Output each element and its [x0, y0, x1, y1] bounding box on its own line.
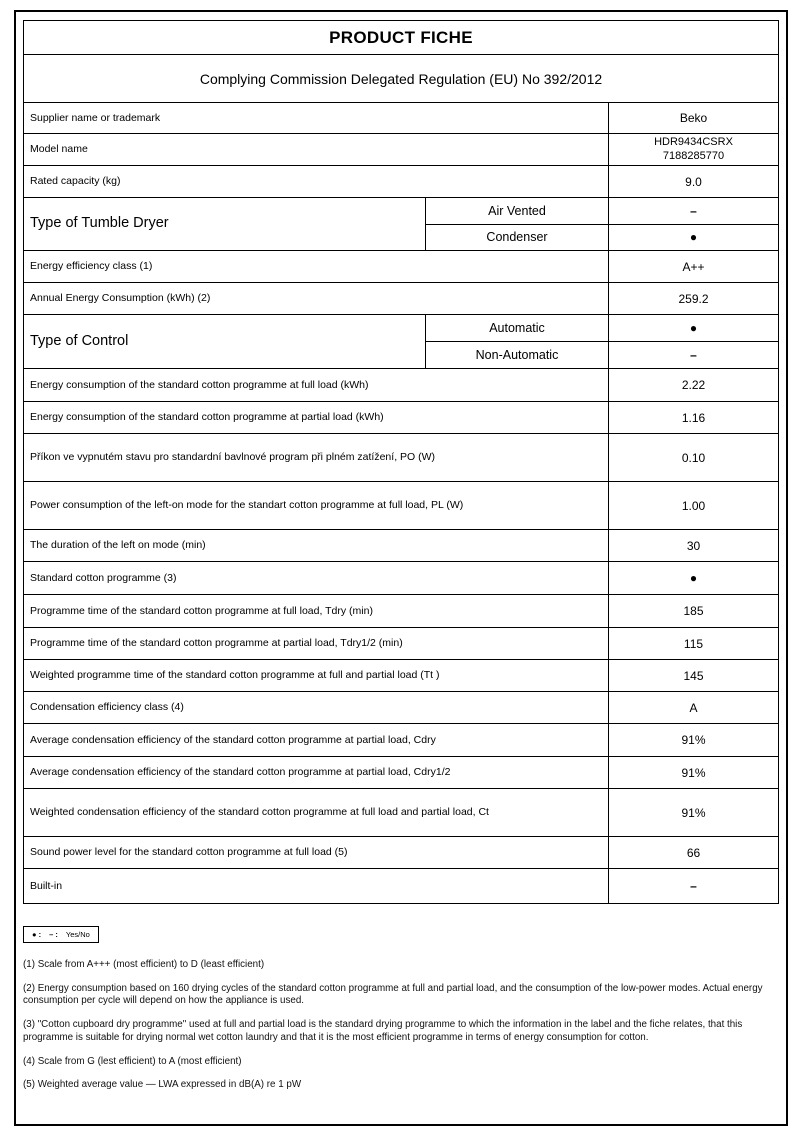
row-label: Condensation efficiency class (4): [30, 701, 184, 714]
row-off-mode-power: [24, 434, 778, 482]
row-capacity: [24, 166, 778, 198]
row-time-partial-load: [24, 628, 778, 660]
option-row: [426, 315, 778, 342]
row-value: 9.0: [608, 166, 778, 197]
footnote-2: (2) Energy consumption based on 160 drying cycles of the standard cotton programme at full and partial load, and the consumption of the low-power modes. Actual energy consumption per cycle will depend on how the appliance is used.: [23, 982, 763, 1007]
row-value: A++: [608, 251, 778, 282]
row-value: 91%: [608, 724, 778, 756]
row-left-on-power: [24, 482, 778, 530]
yes-symbol: ● :: [32, 930, 42, 939]
option-row: [426, 225, 778, 251]
row-left-on-duration: [24, 530, 778, 562]
row-value: [608, 134, 778, 165]
row-condensation-class: [24, 692, 778, 724]
no-symbol: – :: [49, 930, 58, 939]
row-label: Weighted condensation efficiency of the standard cotton programme at full load and partial load, Ct: [30, 806, 489, 819]
option-value: –: [608, 198, 778, 224]
row-annual-energy: [24, 283, 778, 315]
row-value: A: [608, 692, 778, 723]
option-value: –: [608, 342, 778, 368]
footnote-4: (4) Scale from G (lest efficient) to A (most efficient): [23, 1055, 242, 1067]
footnote-1: (1) Scale from A+++ (most efficient) to D (least efficient): [23, 959, 265, 970]
option-row: [426, 342, 778, 368]
row-label: Energy consumption of the standard cotton programme at full load (kWh): [30, 378, 369, 391]
page-title: PRODUCT FICHE: [329, 27, 473, 47]
row-value: ●: [608, 562, 778, 594]
subtitle-row: [24, 55, 778, 103]
row-energy-class: [24, 251, 778, 283]
row-standard-cotton: [24, 562, 778, 595]
option-row: [426, 198, 778, 225]
row-control-type: [24, 315, 778, 369]
product-fiche-table: [23, 20, 779, 904]
row-label: Energy efficiency class (1): [30, 260, 153, 273]
row-value: 115: [608, 628, 778, 659]
page-frame: [14, 10, 788, 1126]
row-value: 1.00: [608, 482, 778, 529]
row-label: Programme time of the standard cotton programme at partial load, Tdry1/2 (min): [30, 637, 403, 650]
row-sound-power: [24, 837, 778, 869]
footnote-5: (5) Weighted average value — LWA expressed in dB(A) re 1 pW: [23, 1079, 302, 1091]
row-energy-full-load: [24, 369, 778, 402]
row-dryer-type: [24, 198, 778, 251]
row-built-in: [24, 869, 778, 903]
row-label: Programme time of the standard cotton programme at full load, Tdry (min): [30, 604, 373, 617]
row-label: Annual Energy Consumption (kWh) (2): [30, 292, 211, 305]
row-label: Built-in: [30, 879, 63, 892]
row-label: Weighted programme time of the standard cotton programme at full and partial load (Tt ): [30, 669, 440, 682]
row-label: Power consumption of the left-on mode for the standart cotton programme at full load, PL (W): [30, 499, 464, 512]
row-value: 145: [608, 660, 778, 691]
row-value: 91%: [608, 789, 778, 836]
option-value: ●: [608, 315, 778, 341]
row-condensation-partial-half: [24, 757, 778, 789]
symbol-legend: [23, 926, 99, 943]
control-type-options: [425, 315, 778, 368]
option-label: Condenser: [486, 230, 548, 245]
row-label: Příkon ve vypnutém stavu pro standardní bavlnové program při plném zatížení, PO (W): [30, 451, 436, 464]
row-energy-partial-load: [24, 402, 778, 434]
row-value: 30: [608, 530, 778, 561]
model-code: 7188285770: [662, 149, 725, 162]
row-value: –: [608, 869, 778, 903]
row-value: 91%: [608, 757, 778, 788]
row-label: The duration of the left on mode (min): [30, 539, 206, 552]
row-value: 185: [608, 595, 778, 627]
row-value: Beko: [608, 103, 778, 133]
row-label: Type of Tumble Dryer: [30, 215, 169, 232]
row-label: Standard cotton programme (3): [30, 571, 177, 584]
row-value: 0.10: [608, 434, 778, 481]
option-value: ●: [608, 225, 778, 251]
option-label: Non-Automatic: [475, 348, 559, 362]
title-row: [24, 21, 778, 55]
row-label: Average condensation efficiency of the standard cotton programme at partial load, Cdry: [30, 733, 436, 746]
row-value: 2.22: [608, 369, 778, 401]
row-label: Energy consumption of the standard cotton programme at partial load (kWh): [30, 411, 384, 424]
row-label: Rated capacity (kg): [30, 175, 121, 188]
footnote-3: (3) "Cotton cupboard dry programme" used at full and partial load is the standard drying programme to which the information in the label and the fiche relates, that this programme is suitable for drying normal wet cotton laundry and that it is the most efficient programme in terms of energy consumption for cotton.: [23, 1019, 743, 1043]
row-time-weighted: [24, 660, 778, 692]
row-time-full-load: [24, 595, 778, 628]
row-model: [24, 134, 778, 166]
footnotes: [23, 959, 779, 1092]
row-label: Model name: [30, 143, 88, 156]
row-value: 66: [608, 837, 778, 868]
row-label: Supplier name or trademark: [30, 111, 161, 124]
legend-label: Yes/No: [65, 930, 90, 939]
row-supplier: [24, 103, 778, 134]
row-label: Average condensation efficiency of the standard cotton programme at partial load, Cdry1/2: [30, 766, 451, 779]
row-label: Sound power level for the standard cotton programme at full load (5): [30, 846, 348, 859]
row-condensation-weighted: [24, 789, 778, 837]
option-label: Automatic: [489, 321, 545, 335]
row-label: Type of Control: [30, 332, 129, 349]
page-subtitle: Complying Commission Delegated Regulation (EU) No 392/2012: [199, 70, 603, 87]
row-value: 259.2: [608, 283, 778, 314]
row-value: 1.16: [608, 402, 778, 433]
model-number: HDR9434CSRX: [654, 135, 733, 148]
row-condensation-partial: [24, 724, 778, 757]
option-label: Air Vented: [488, 203, 546, 218]
dryer-type-options: [425, 198, 778, 250]
